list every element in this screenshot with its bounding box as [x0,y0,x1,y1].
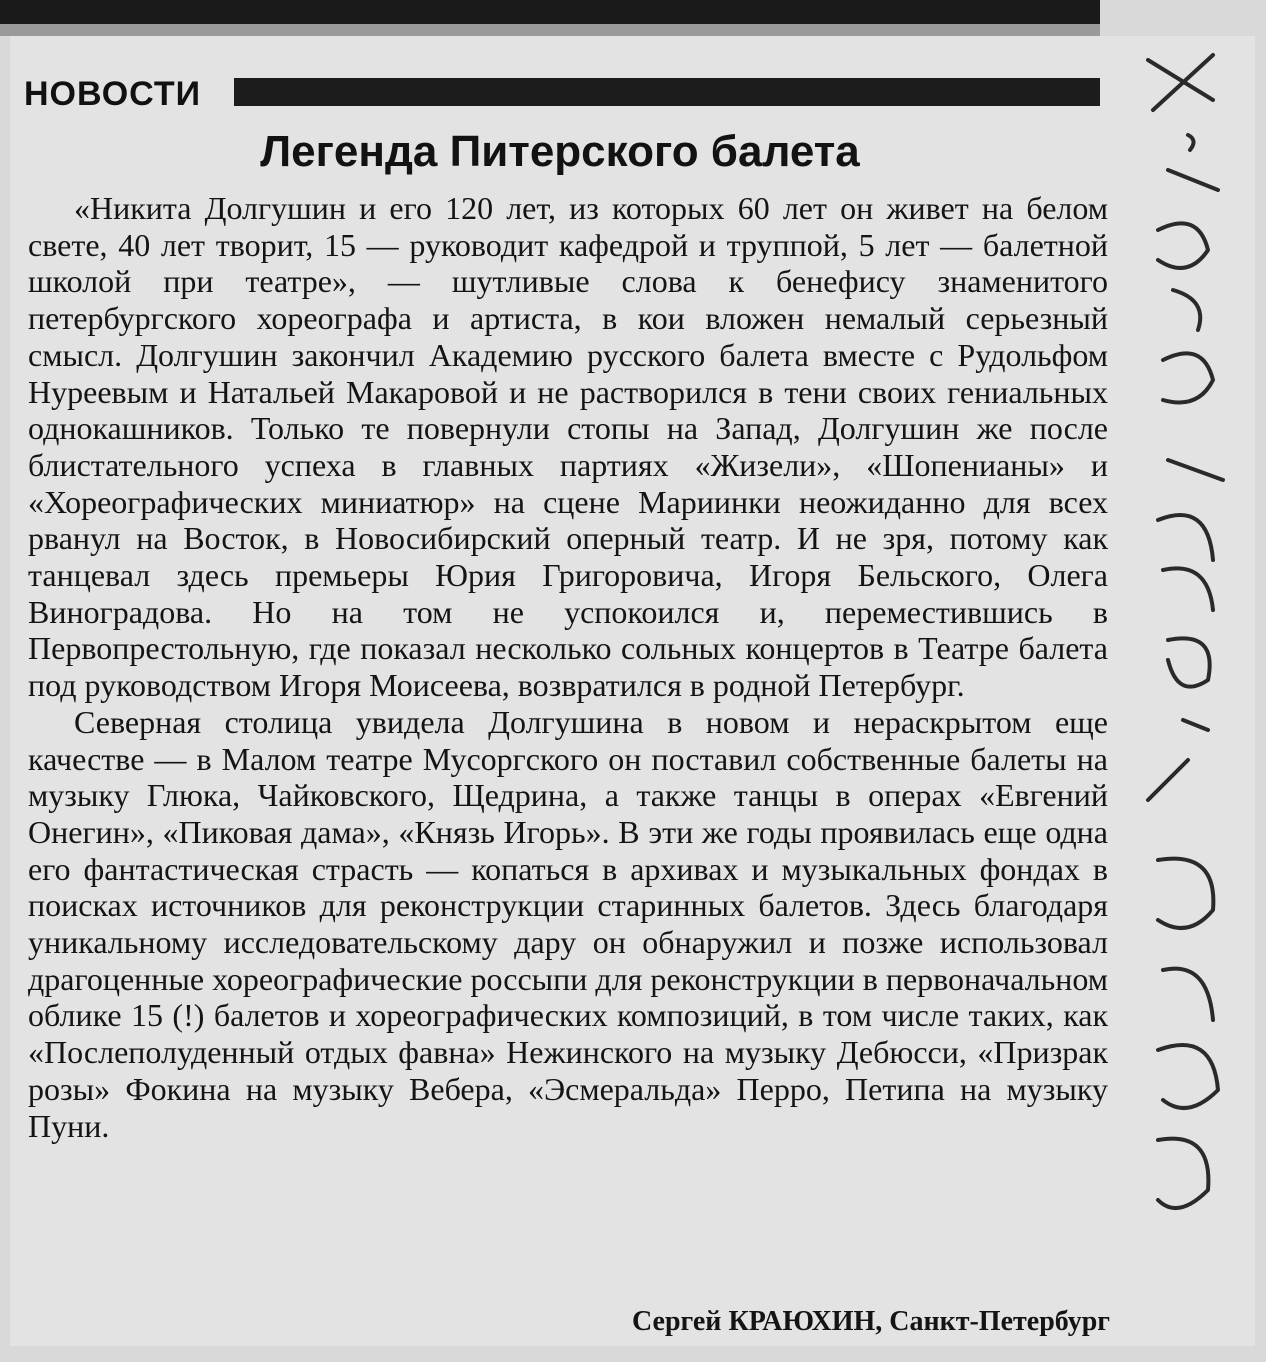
article-paragraph-1: «Никита Долгушин и его 120 лет, из которых 60 лет он живет на белом свете, 40 лет творит, 15 — руководит кафедрой и труппой, 5 лет — балетной школой при театре», — шутливые слова к бенефису знаменитого петербургского хореографа и артиста, в кои вложен немалый серьезный смысл. Долгушин закончил Академию русского балета вместе с Рудольфом Нуреевым и Натальей Макаровой и не растворился в тени своих гениальных однокашников. Только те повернули стопы на Запад, Долгушин же после блистательного успеха в главных партиях «Жизели», «Шопенианы» и «Хореографических миниатюр» на сцене Мариинки неожиданно для всех рванул на Восток, в Новосибирский оперный театр. И не зря, потому как танцевал здесь премьеры Юрия Григоровича, Игоря Бельского, Олега Виноградова. Но на том не успокоился и, переместившись в Первопрестольную, где показал несколько сольных концертов в Театре балета под руководством Игоря Моисеева, возвратился в родной Петербург. [28,190,1108,704]
top-rule [0,0,1100,24]
article-body [28,190,1108,1144]
rubric-bar [234,78,1100,106]
top-rule-shadow [0,24,1100,36]
handwritten-note [1128,40,1238,1260]
section-rubric: НОВОСТИ [24,75,202,113]
article-byline: Сергей КРАЮХИН, Санкт-Петербург [631,1306,1110,1337]
article-paragraph-2: Северная столица увидела Долгушина в новом и нераскрытом еще качестве — в Малом театре Мусоргского он поставил собственные балеты на музыку Глюка, Чайковского, Щедрина, а также танцы в операх «Евгений Онегин», «Пиковая дама», «Князь Игорь». В эти же годы проявилась еще одна его фантастическая страсть — копаться в архивах и музыкальных фондах в поисках источников для реконструкции старинных балетов. Здесь благодаря уникальному исследовательскому дару он обнаружил и позже использовал драгоценные хореографические россыпи для реконструкции в первоначальном облике 15 (!) балетов и хореографических композиций, в том числе таких, как «Послеполуденный отдых фавна» Нежинского на музыку Дебюсси, «Призрак розы» Фокина на музыку Вебера, «Эсмеральда» Перро, Петипа на музыку Пуни. [28,703,1108,1144]
article-headline: Легенда Питерского балета [260,127,860,176]
